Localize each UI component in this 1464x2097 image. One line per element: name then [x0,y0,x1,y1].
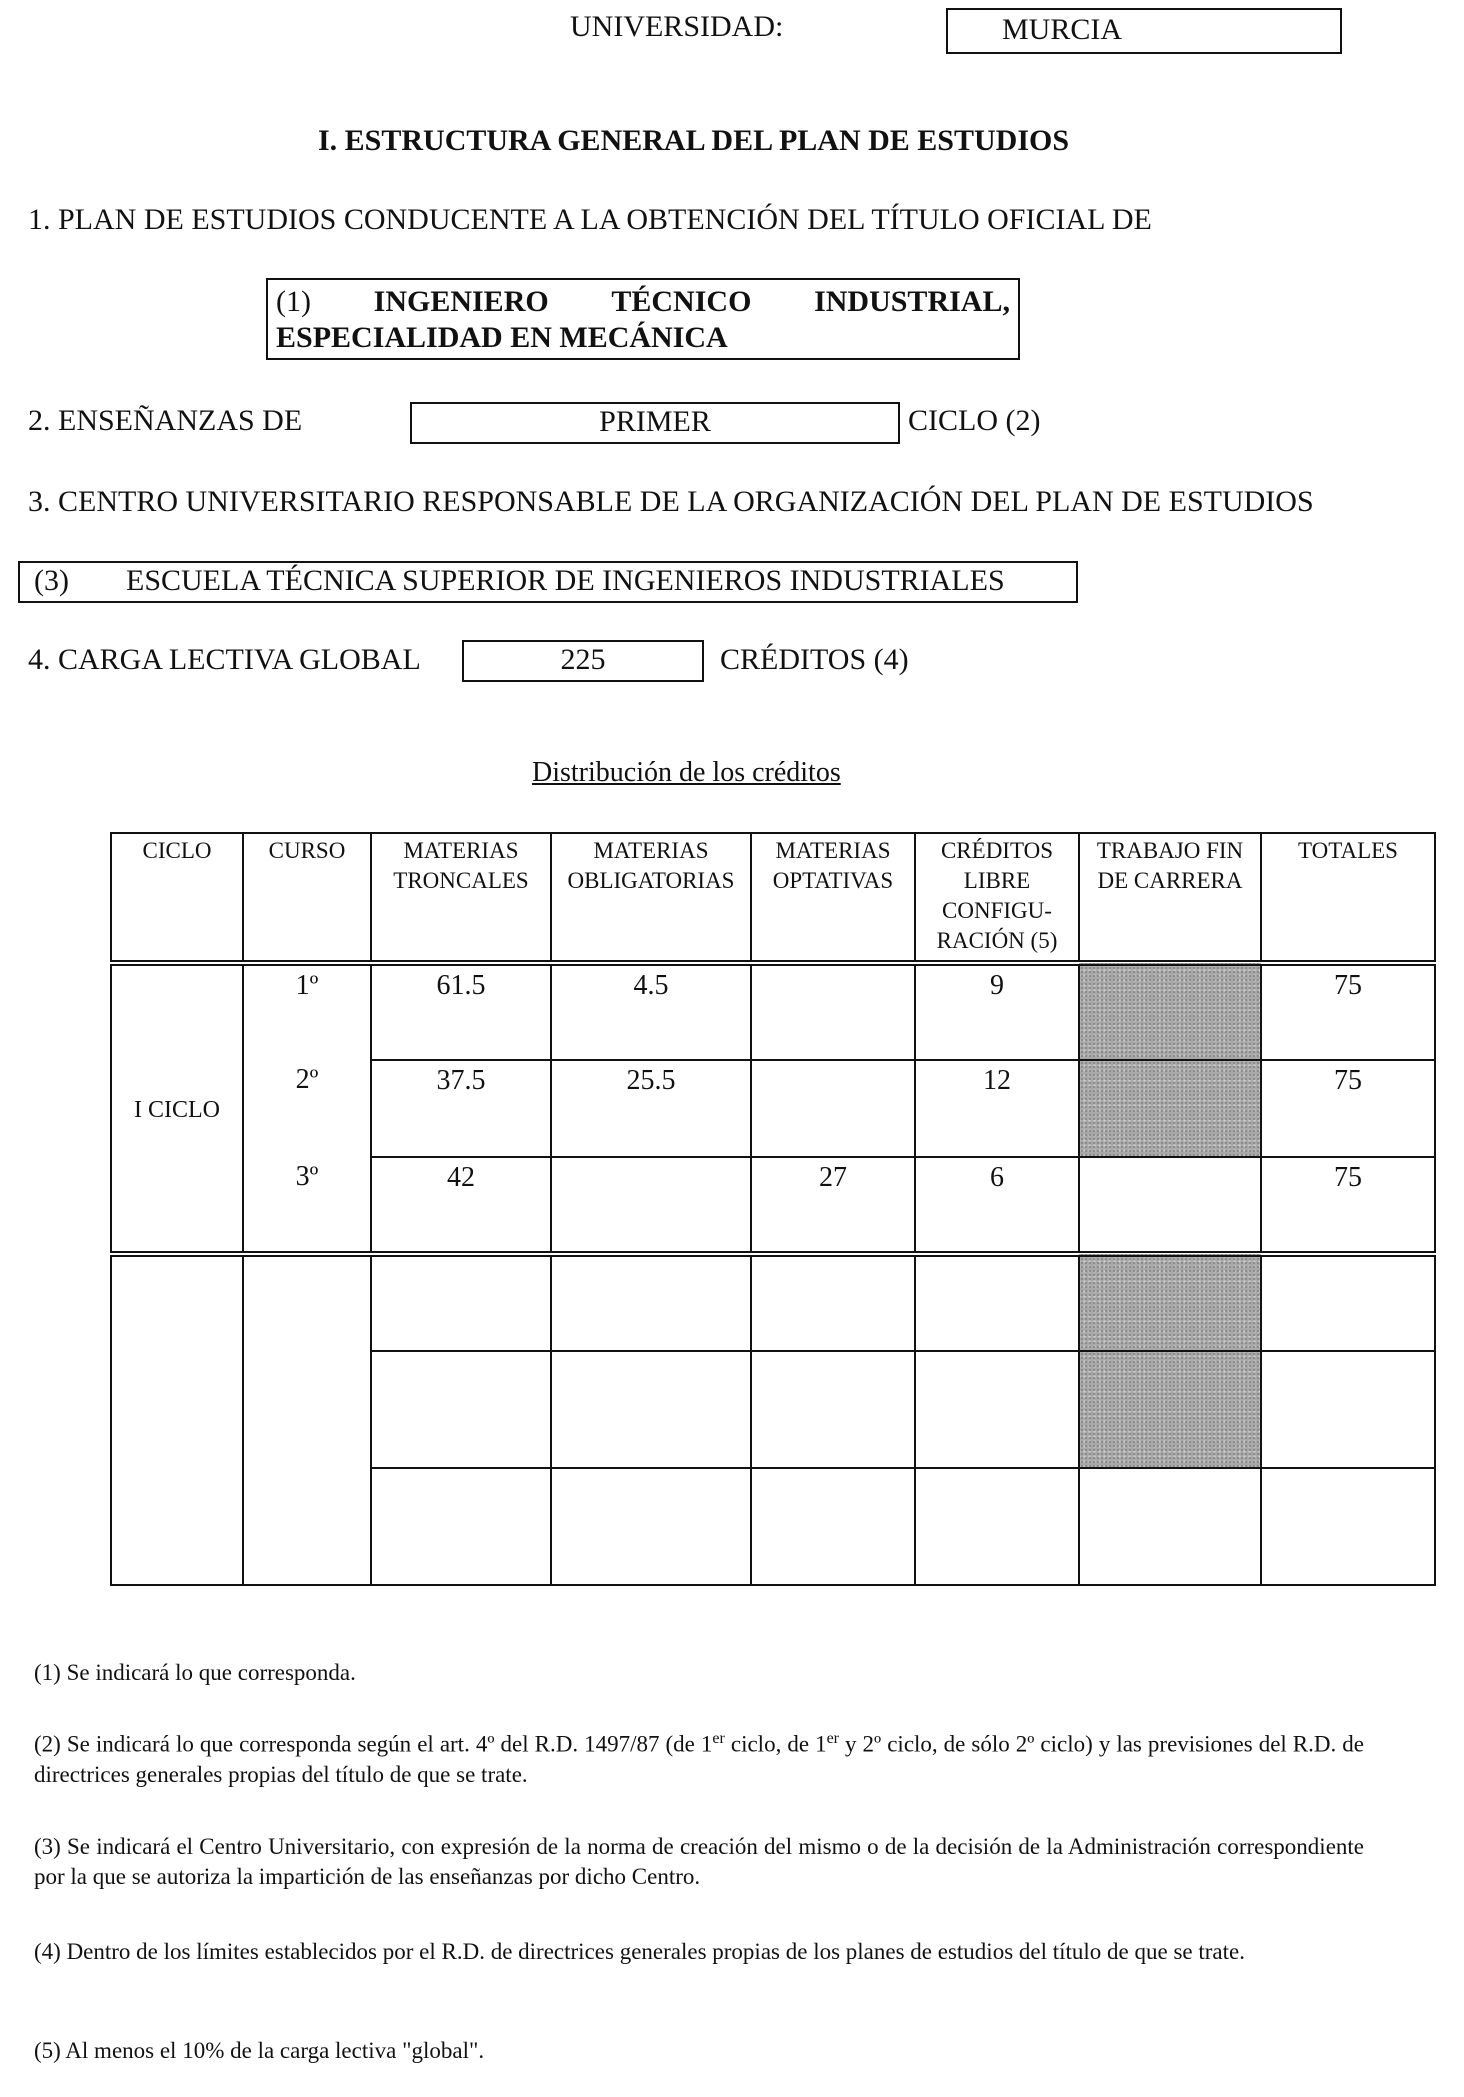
troncales-cell: 37.5 [371,1060,551,1157]
university-value: MURCIA [1002,13,1123,46]
university-label: UNIVERSIDAD: [570,10,784,43]
ensenanzas-label: 2. ENSEÑANZAS DE [28,404,303,437]
header-ciclo: CICLO [111,833,243,963]
troncales-cell: 42 [371,1157,551,1254]
curso-cell: 1º [243,963,371,1060]
obligatorias-cell [551,1157,751,1254]
table-header-row [111,833,1435,963]
table-row-empty [111,1254,1435,1351]
table-row [111,963,1435,1060]
empty-cell [551,1468,751,1585]
empty-cell [1261,1351,1435,1468]
footnote-2: (2) Se indicará lo que corresponda según el art. 4º del R.D. 1497/87 (de 1er ciclo, de 1er y 2º ciclo, de sólo 2º ciclo) y las previsiones del R.D. de directrices generales propias del título de que se trate. [34,1730,1364,1787]
libre-cell: 9 [915,963,1079,1060]
trabajo-cell-shaded [1079,963,1261,1060]
header-curso: CURSO [243,833,371,963]
empty-cell [751,1351,915,1468]
empty-cell [915,1254,1079,1351]
empty-cell [551,1351,751,1468]
credits-table [110,832,1436,1586]
empty-cell [1261,1254,1435,1351]
empty-cell [1079,1468,1261,1585]
degree-title-word-3: INDUSTRIAL, [814,285,1010,318]
optativas-cell [751,963,915,1060]
centro-value-box [18,561,1078,603]
degree-title-line2: ESPECIALIDAD EN MECÁNICA [276,321,728,354]
table-row [111,1157,1435,1254]
header-totales: TOTALES [1261,833,1435,963]
header-optativas: MATERIAS OPTATIVAS [751,833,915,963]
header-libre-configuracion: CRÉDITOS LIBRE CONFIGU- RACIÓN (5) [915,833,1079,963]
empty-cell [551,1254,751,1351]
degree-title-box [266,278,1020,360]
obligatorias-cell: 4.5 [551,963,751,1060]
plan-label: 1. PLAN DE ESTUDIOS CONDUCENTE A LA OBTENCIÓN DEL TÍTULO OFICIAL DE [28,203,1152,236]
header-obligatorias: MATERIAS OBLIGATORIAS [551,833,751,963]
degree-title-word-2: TÉCNICO [611,285,752,318]
ensenanzas-suffix: CICLO (2) [908,404,1041,437]
carga-value: 225 [560,643,606,676]
ciclo-cell: I CICLO [111,963,243,1254]
trabajo-cell-shaded [1079,1351,1261,1468]
empty-cell [371,1351,551,1468]
curso-cell: 2º [243,1060,371,1157]
trabajo-cell [1079,1157,1261,1254]
degree-title-line1 [276,284,1010,320]
centro-label: 3. CENTRO UNIVERSITARIO RESPONSABLE DE LA ORGANIZACIÓN DEL PLAN DE ESTUDIOS [28,485,1314,518]
empty-cell [371,1254,551,1351]
carga-label: 4. CARGA LECTIVA GLOBAL [28,643,421,676]
curso-cell: 3º [243,1157,371,1254]
empty-ciclo-cell [111,1254,243,1585]
carga-value-box [462,640,704,682]
libre-cell: 6 [915,1157,1079,1254]
distribution-title: Distribución de los créditos [532,757,841,788]
totales-cell: 75 [1261,963,1435,1060]
university-value-box [946,8,1342,54]
footnote-5: (5) Al menos el 10% de la carga lectiva "global". [34,2038,485,2063]
table-row [111,1060,1435,1157]
footnote-4: (4) Dentro de los límites establecidos por el R.D. de directrices generales propias de los planes de estudios del título de que se trate. [34,1939,1245,1964]
empty-cell [915,1351,1079,1468]
troncales-cell: 61.5 [371,963,551,1060]
totales-cell: 75 [1261,1060,1435,1157]
footnote-1: (1) Se indicará lo que corresponda. [34,1660,356,1685]
trabajo-cell-shaded [1079,1254,1261,1351]
centro-marker: (3) [34,564,69,597]
empty-cell [371,1468,551,1585]
empty-cell [1261,1468,1435,1585]
ensenanzas-value: PRIMER [599,405,711,438]
trabajo-cell-shaded [1079,1060,1261,1157]
optativas-cell: 27 [751,1157,915,1254]
totales-cell: 75 [1261,1157,1435,1254]
libre-cell: 12 [915,1060,1079,1157]
ensenanzas-value-box [410,402,900,444]
empty-curso-cell [243,1254,371,1585]
section-title: I. ESTRUCTURA GENERAL DEL PLAN DE ESTUDIOS [318,124,1070,157]
optativas-cell [751,1060,915,1157]
empty-cell [751,1468,915,1585]
empty-cell [751,1254,915,1351]
header-trabajo-fin-carrera: TRABAJO FIN DE CARRERA [1079,833,1261,963]
empty-cell [915,1468,1079,1585]
carga-suffix: CRÉDITOS (4) [720,643,909,676]
degree-title-marker: (1) [276,285,311,318]
footnote-3: (3) Se indicará el Centro Universitario, con expresión de la norma de creación del mismo o de la decisión de la Administración correspondiente por la que se autoriza la impartición de las enseñanzas por dicho Centro. [34,1834,1364,1889]
centro-value: ESCUELA TÉCNICA SUPERIOR DE INGENIEROS INDUSTRIALES [126,564,1005,597]
header-troncales: MATERIAS TRONCALES [371,833,551,963]
obligatorias-cell: 25.5 [551,1060,751,1157]
degree-title-word-1: INGENIERO [373,285,549,318]
